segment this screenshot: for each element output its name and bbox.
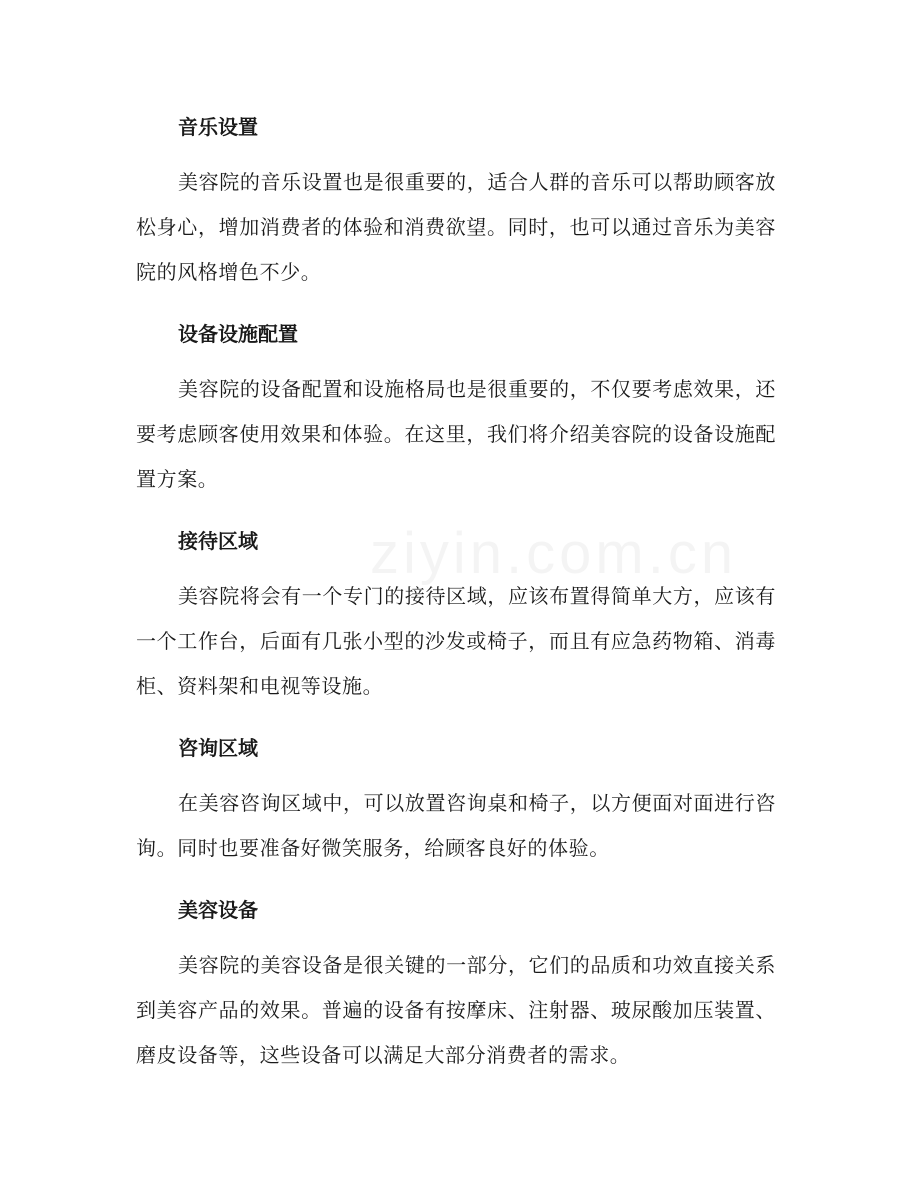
- section-heading-reception: 接待区域: [178, 529, 258, 553]
- section-heading-consultation: 咨询区域: [178, 736, 258, 760]
- section-paragraph-reception: 美容院将会有一个专门的接待区域，应该布置得简单大方，应该有一个工作台，后面有几张小型的沙发或椅子，而且有应急药物箱、消毒柜、资料架和电视等设施。: [136, 584, 776, 698]
- section-paragraph-music: 美容院的音乐设置也是很重要的，适合人群的音乐可以帮助顾客放松身心，增加消费者的体验和消费欲望。同时，也可以通过音乐为美容院的风格增色不少。: [136, 170, 776, 284]
- section-heading-equipment-facilities: 设备设施配置: [178, 322, 298, 346]
- document-body: [136, 102, 776, 1092]
- section-paragraph-consultation: 在美容咨询区域中，可以放置咨询桌和椅子，以方便面对面进行咨询。同时也要准备好微笑服务，给顾客良好的体验。: [136, 791, 776, 860]
- section-paragraph-equipment-facilities: 美容院的设备配置和设施格局也是很重要的，不仅要考虑效果，还要考虑顾客使用效果和体验。在这里，我们将介绍美容院的设备设施配置方案。: [136, 377, 776, 491]
- section-heading-beauty-equipment: 美容设备: [178, 898, 258, 922]
- section-heading-music: 音乐设置: [178, 115, 258, 139]
- section-paragraph-beauty-equipment: 美容院的美容设备是很关键的一部分，它们的品质和功效直接关系到美容产品的效果。普遍的设备有按摩床、注射器、玻尿酸加压装置、磨皮设备等，这些设备可以满足大部分消费者的需求。: [136, 953, 776, 1067]
